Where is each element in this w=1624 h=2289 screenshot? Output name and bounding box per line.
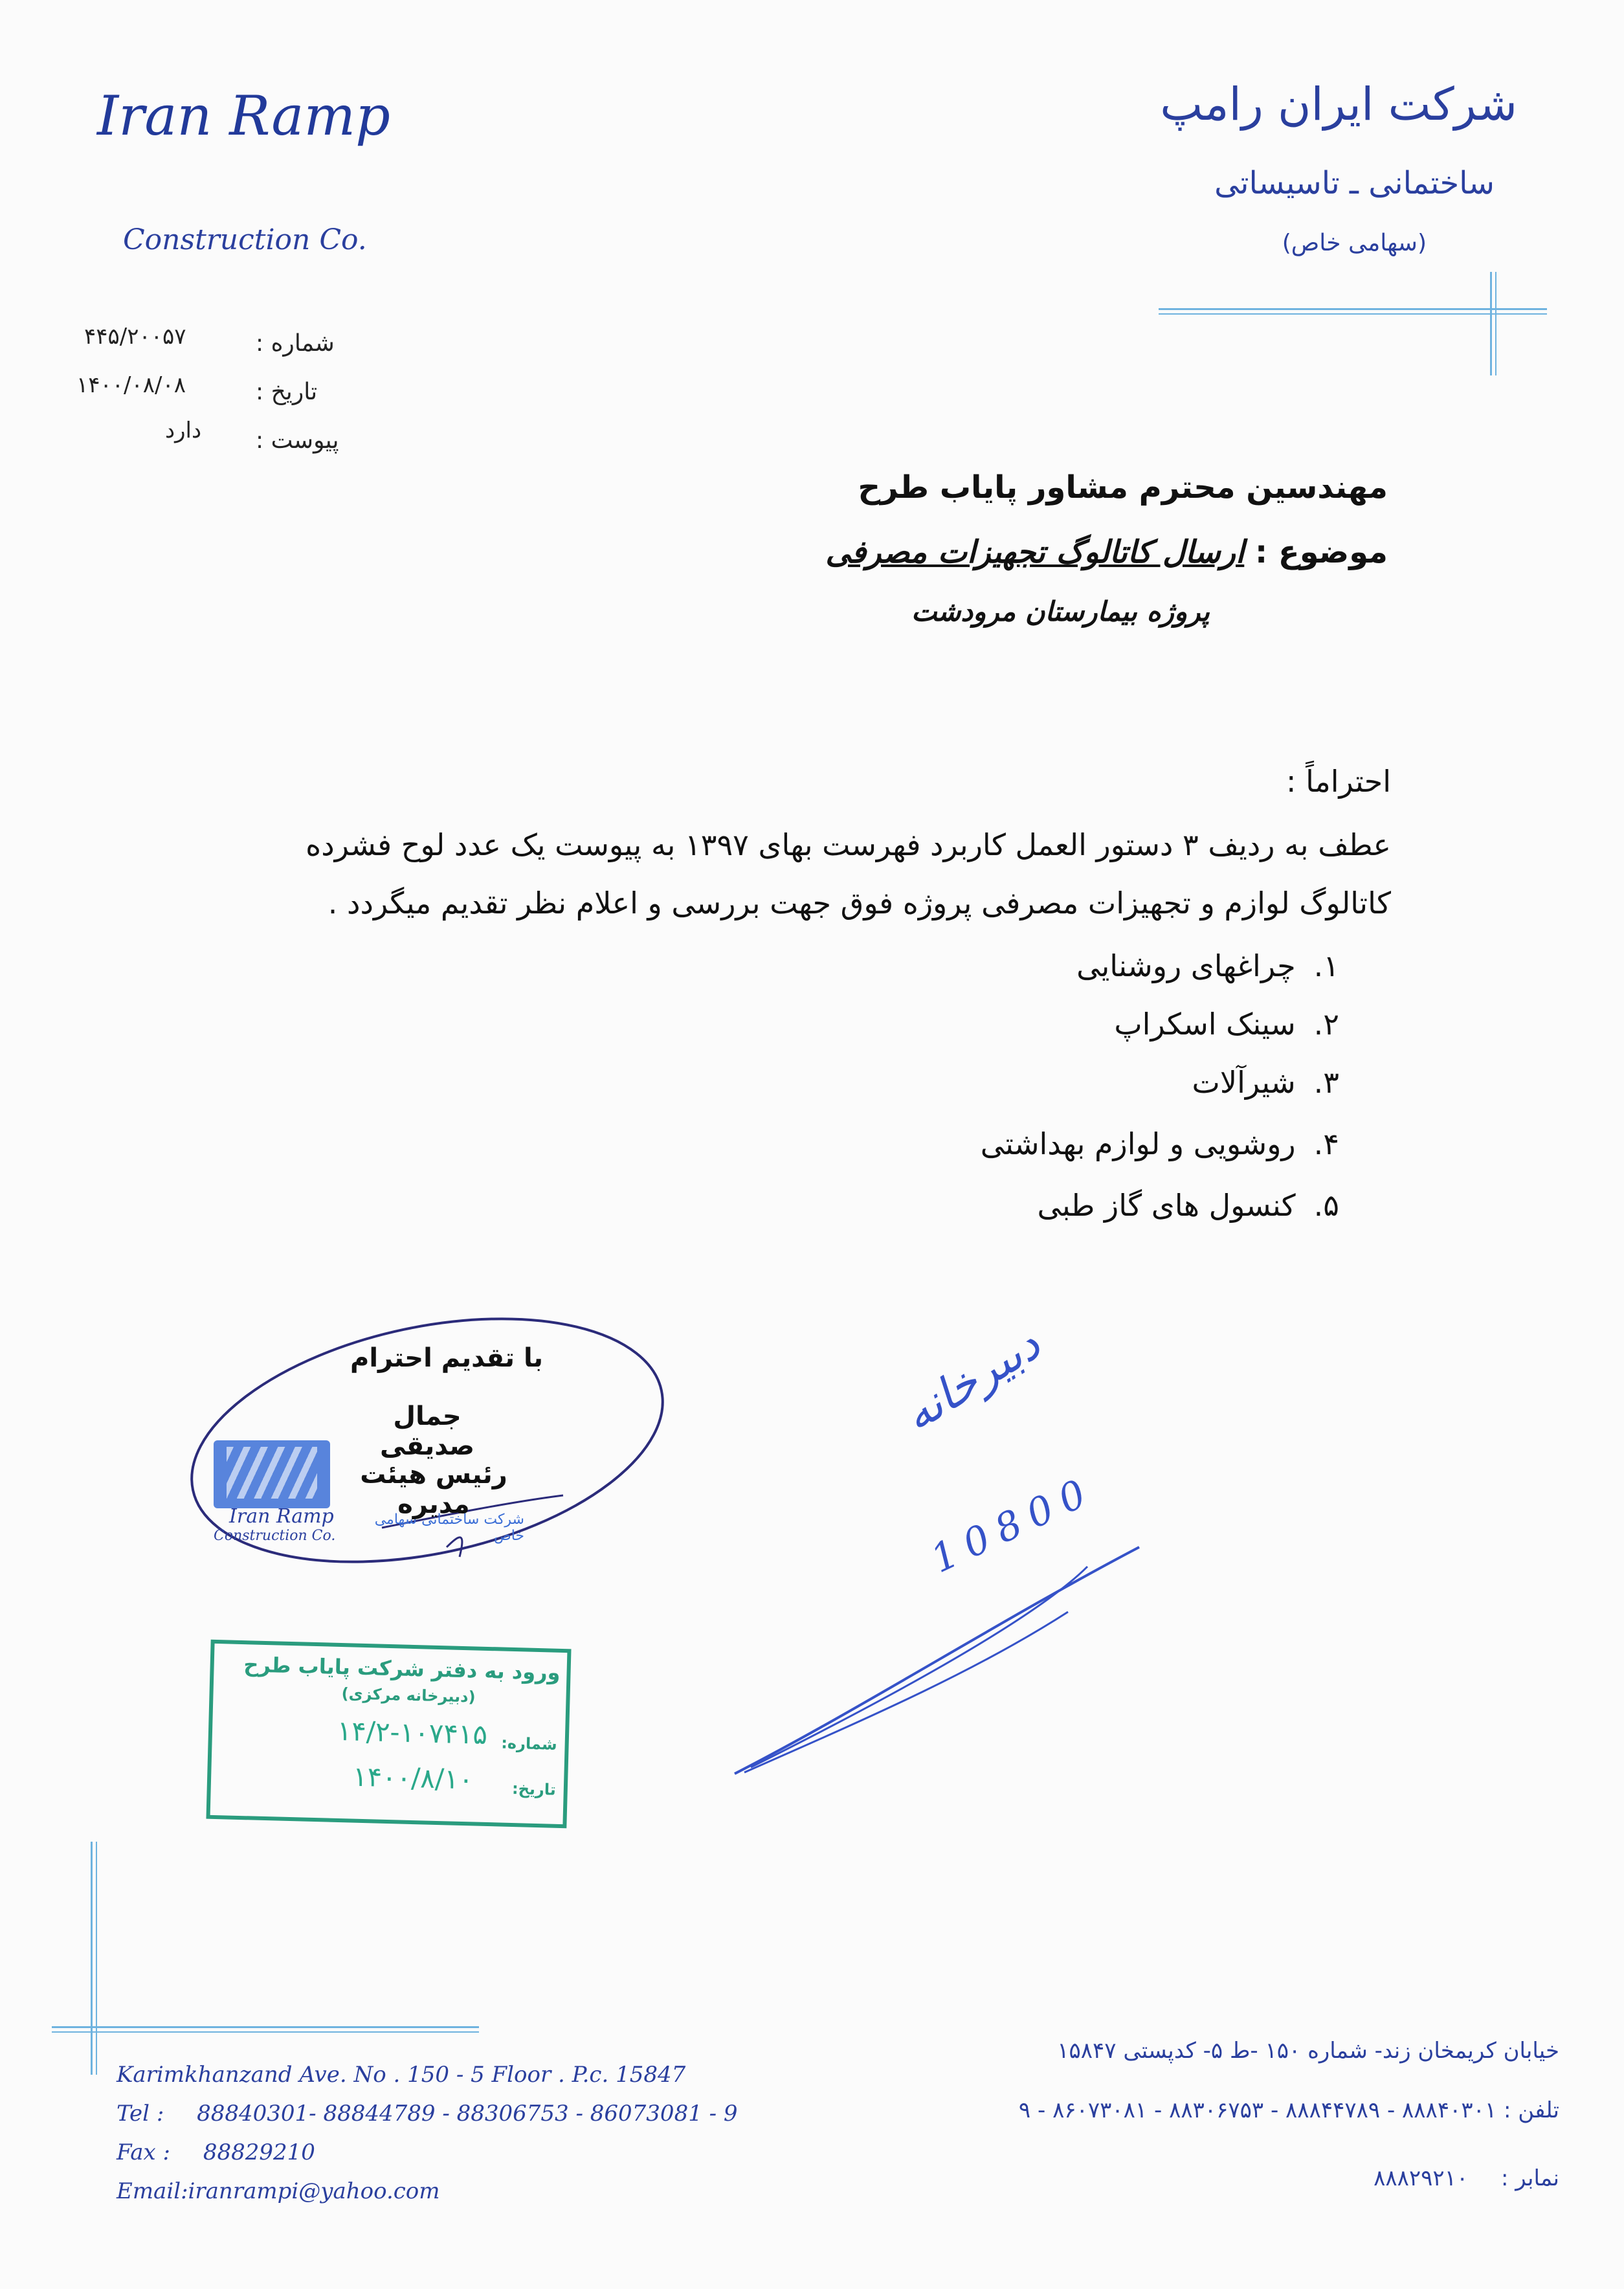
list-number: ۲. xyxy=(1313,1007,1339,1042)
subject-label: موضوع : xyxy=(1255,534,1388,570)
footer-tel-value-en: 88840301- 88844789 - 88306753 - 86073081 - 9 xyxy=(197,2101,738,2127)
list-item xyxy=(981,1126,1339,1161)
footer-tel-label-fa: تلفن : xyxy=(1503,2097,1559,2123)
list-text: سینک اسکراپ xyxy=(1114,1007,1296,1042)
footer-divider xyxy=(52,2026,479,2028)
header-divider xyxy=(1159,308,1547,310)
footer-fax-fa xyxy=(1374,2165,1559,2191)
list-number: ۴. xyxy=(1313,1126,1339,1161)
number-label: شماره : xyxy=(256,330,335,357)
seal-name-en: Iran Ramp xyxy=(229,1505,334,1528)
header-vertical-line-secondary xyxy=(1495,272,1496,375)
company-subtitle-persian: ساختمانی ـ تاسیساتی xyxy=(1214,165,1495,201)
list-number: ۵. xyxy=(1313,1188,1339,1223)
header-divider-secondary xyxy=(1159,313,1547,315)
stamp-date-label: تاریخ: xyxy=(511,1780,557,1799)
date-value: ۱۴۰۰/۰۸/۰۸ xyxy=(76,372,186,398)
footer-address-fa: خیابان کریمخان زند- شماره ۱۵۰ -ط ۵- کدپستی ۱۵۸۴۷ xyxy=(1057,2038,1559,2064)
footer-tel-label-en: Tel : xyxy=(117,2101,164,2127)
list-text: شیرآلات xyxy=(1192,1065,1296,1100)
footer-tel-en xyxy=(117,2101,738,2127)
attachment-label: پیوست : xyxy=(256,427,339,454)
stamp-subtitle: (دبیرخانه مرکزی) xyxy=(341,1684,476,1706)
stamp-number-value: ۱۴/۲-۱۰۷۴۱۵ xyxy=(337,1714,488,1750)
company-name-persian: شرکت ایران رامپ xyxy=(1160,78,1517,131)
list-text: روشویی و لوازم بهداشتی xyxy=(980,1126,1296,1161)
handwritten-note-word: دبیرخانه xyxy=(893,1317,1050,1442)
footer-fax-label-en: Fax : xyxy=(117,2139,170,2165)
footer-fax-value-fa: ۸۸۸۲۹۲۱۰ xyxy=(1374,2165,1469,2191)
footer-fax-en xyxy=(117,2139,315,2165)
handwritten-note-number: 10800 xyxy=(924,1467,1102,1582)
footer-fax-label-fa: نمابر : xyxy=(1501,2165,1559,2191)
received-stamp xyxy=(206,1640,571,1828)
list-item xyxy=(1076,948,1339,983)
subject-text: ارسال کاتالوگ تجهیزات مصرفی xyxy=(825,534,1245,570)
stamp-title: ورود به دفتر شرکت پایاب طرح xyxy=(243,1652,561,1685)
list-text: چراغهای روشنایی xyxy=(1076,948,1296,983)
stamp-number-label: شماره: xyxy=(501,1734,558,1754)
logo-english: Iran Ramp xyxy=(97,84,390,148)
footer-email-en[interactable]: Email:iranrampi@yahoo.com xyxy=(117,2178,440,2204)
signer-title: رئیس هیئت مدیره xyxy=(360,1460,507,1519)
number-value: ۴۴۵/۲۰۰۵۷ xyxy=(84,324,186,350)
list-number: ۱. xyxy=(1313,948,1339,983)
company-type-persian: (سهامی خاص) xyxy=(1282,230,1427,256)
body-line-1: عطف به ردیف ۳ دستور العمل کاربرد فهرست بهای ۱۳۹۷ به پیوست یک عدد لوح فشرده xyxy=(306,827,1391,862)
footer-divider-secondary xyxy=(52,2031,479,2033)
closing-phrase: با تقدیم احترام xyxy=(350,1343,543,1373)
footer-tel-value-fa: ۸۸۸۴۰۳۰۱ - ۸۸۸۴۴۷۸۹ - ۸۸۳۰۶۷۵۳ - ۸۶۰۷۳۰۸۱ - ۹ xyxy=(1018,2097,1497,2123)
footer-vertical-line xyxy=(91,1842,93,2075)
handwritten-signature xyxy=(731,1541,1152,1787)
signer-name: جمال صدیقی xyxy=(379,1401,475,1461)
body-line-2: کاتالوگ لوازم و تجهیزات مصرفی پروژه فوق جهت بررسی و اعلام نظر تقدیم میگردد . xyxy=(328,886,1391,921)
greeting: احتراماً : xyxy=(1285,764,1391,799)
list-text: کنسول های گاز طبی xyxy=(1037,1188,1296,1223)
footer-vertical-line-secondary xyxy=(96,1842,97,2075)
logo-english-subtitle: Construction Co. xyxy=(123,223,367,256)
seal-subtitle-en: Construction Co. xyxy=(214,1528,336,1544)
project-name: پروژه بیمارستان مرودشت xyxy=(911,596,1210,627)
list-item xyxy=(1192,1065,1339,1100)
stamp-date-value: ۱۴۰۰/۸/۱۰ xyxy=(352,1760,474,1796)
list-item xyxy=(1038,1188,1339,1223)
footer-fax-value-en: 88829210 xyxy=(203,2139,315,2165)
attachment-value: دارد xyxy=(165,418,202,443)
header-vertical-line xyxy=(1490,272,1492,375)
seal-subtitle-fa: شرکت ساختمانی سهامی خاص xyxy=(374,1512,524,1544)
list-item xyxy=(1114,1007,1339,1042)
subject-line xyxy=(825,534,1388,570)
footer-address-en: Karimkhanzand Ave. No . 150 - 5 Floor . P.c. 15847 xyxy=(117,2062,686,2088)
footer-tel-fa xyxy=(1019,2097,1559,2123)
seal-logo-stripes-icon xyxy=(227,1447,317,1499)
addressee: مهندسین محترم مشاور پایاب طرح xyxy=(858,469,1388,506)
date-label: تاریخ : xyxy=(256,379,318,405)
list-number: ۳. xyxy=(1313,1065,1339,1100)
